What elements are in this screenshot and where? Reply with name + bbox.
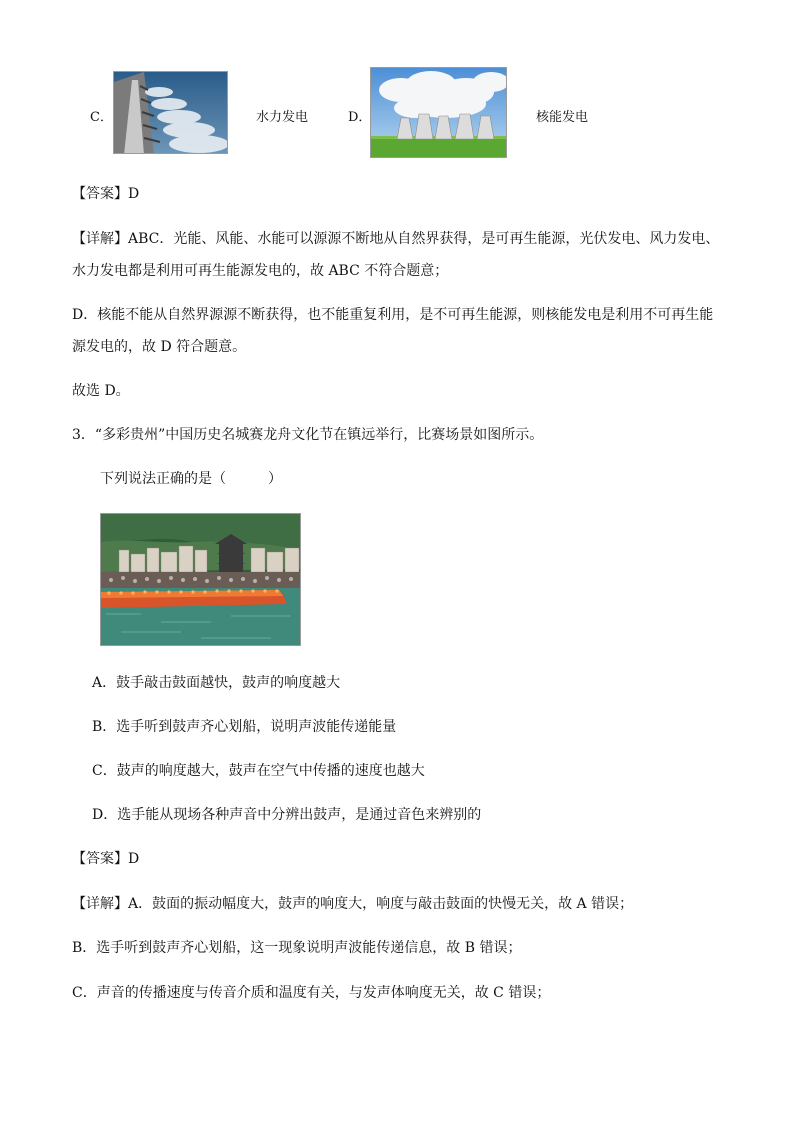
q3-option-c: C．鼓声的响度越大，鼓声在空气中传播的速度也越大 (92, 763, 425, 779)
option-d-text: 核能发电 (536, 110, 589, 125)
q2-conclusion: 故选 D。 (72, 383, 130, 399)
q3-explanation-line-1: 【详解】A．鼓面的振动幅度大，鼓声的响度大，响度与敲击鼓面的快慢无关，故 A 错误； (72, 896, 634, 912)
option-d-letter: D． (348, 110, 372, 125)
dragon-boat-race-image (100, 513, 301, 646)
q3-stem: 3．“多彩贵州”中国历史名城赛龙舟文化节在镇远举行，比赛场景如图所示。 (72, 427, 544, 443)
q2-explanation-line-3: D．核能不能从自然界源源不断获得，也不能重复利用，是不可再生能源，则核能发电是利用不可再生能 (72, 307, 714, 323)
q3-prompt: 下列说法正确的是（ ） (100, 471, 282, 487)
q3-explanation-line-3: C．声音的传播速度与传音介质和温度有关，与发声体响度无关，故 C 错误； (72, 985, 551, 1001)
q2-answer: 【答案】D (72, 186, 140, 202)
q2-explanation-line-4: 源发电的，故 D 符合题意。 (72, 339, 247, 355)
q2-explanation-line-2: 水力发电都是利用可再生能源发电的，故 ABC 不符合题意； (72, 263, 449, 279)
q3-explanation-line-2: B．选手听到鼓声齐心划船，这一现象说明声波能传递信息，故 B 错误； (72, 940, 522, 956)
q2-explanation-line-1: 【详解】ABC．光能、风能、水能可以源源不断地从自然界获得，是可再生能源，光伏发电、风力发电、 (72, 231, 720, 247)
option-c-text: 水力发电 (256, 110, 309, 125)
q3-option-d: D．选手能从现场各种声音中分辨出鼓声，是通过音色来辨别的 (92, 807, 482, 823)
nuclear-plant-image (370, 67, 507, 158)
option-c-letter: C． (90, 110, 113, 125)
q3-answer: 【答案】D (72, 851, 140, 867)
q3-option-b: B．选手听到鼓声齐心划船，说明声波能传递能量 (92, 719, 397, 735)
q3-option-a: A．鼓手敲击鼓面越快，鼓声的响度越大 (92, 675, 341, 691)
hydropower-dam-image (113, 71, 228, 154)
